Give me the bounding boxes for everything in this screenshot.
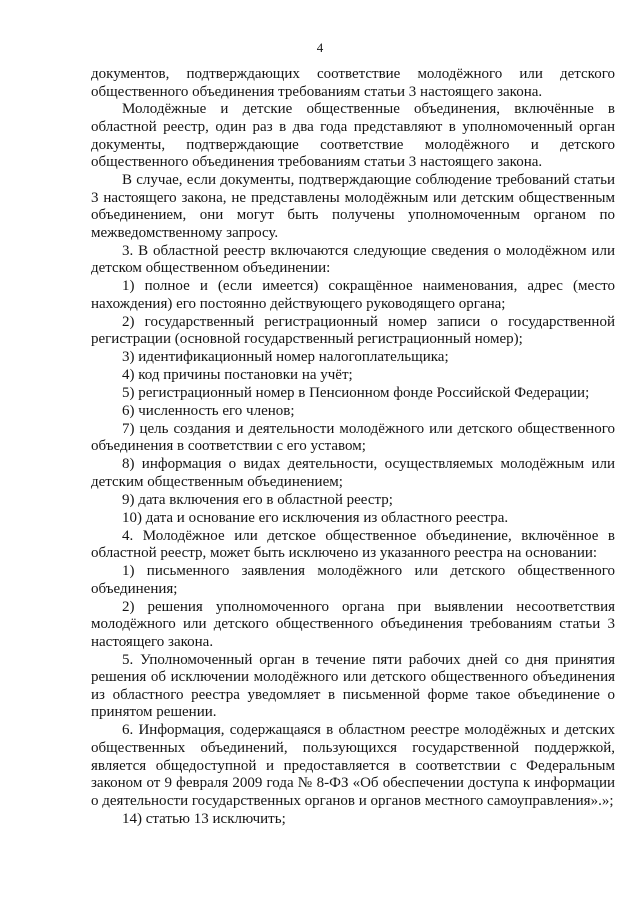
amendment-item-14: 14) статью 13 исключить; (122, 810, 286, 827)
list-item: 2) решения уполномоченного органа при выявлении несоответствия молодёжного или детского общественного объединения требованиям статьи 3 настоящего закона. (91, 598, 615, 650)
paragraph: Молодёжные и детские общественные объединения, включённые в областной реестр, один раз в два года представляют в уполномоченный орган документы, подтверждающие соответствие молодёжного и детского общественного объединения требованиям статьи 3 настоящего закона. (91, 101, 615, 171)
list-item: 4) код причины постановки на учёт; (122, 367, 353, 384)
list-item: 1) полное и (если имеется) сокращённое наименования, адрес (место нахождения) его постоянно действующего руководящего органа; (91, 278, 615, 312)
clause-6: 6. Информация, содержащаяся в областном реестре молодёжных и детских общественных объединений, пользующихся государственной поддержкой, является общедоступной и предоставляется в соответствии с Федеральным законом от 9 февраля 2009 года № 8-ФЗ «Об обеспечении доступа к информации о деятельности государственных органов и органов местного самоуправления».»; (91, 722, 615, 809)
page-number: 4 (316, 40, 324, 55)
clause-4-heading: 4. Молодёжное или детское общественное объединение, включённое в областной реестр, может быть исключено из указанного реестра на основании: (91, 527, 615, 562)
list-item: 8) информация о видах деятельности, осуществляемых молодёжным или детским общественным объединением; (91, 456, 615, 490)
list-item: 1) письменного заявления молодёжного или детского общественного объединения; (91, 563, 615, 597)
list-item: 10) дата и основание его исключения из областного реестра. (122, 509, 509, 526)
document-body (91, 66, 615, 828)
list-item: 5) регистрационный номер в Пенсионном фонде Российской Федерации; (122, 385, 590, 402)
list-item: 6) численность его членов; (122, 402, 295, 419)
list-item: 9) дата включения его в областной реестр; (122, 491, 393, 508)
clause-5: 5. Уполномоченный орган в течение пяти рабочих дней со дня принятия решения об исключении молодёжного или детского общественного объединения из областного реестра уведомляет в письменной форме такое объединение о принятом решении. (91, 651, 615, 721)
list-item: 2) государственный регистрационный номер записи о государственной регистрации (основной государственный регистрационный номер); (91, 313, 615, 348)
paragraph-continuation: документов, подтверждающих соответствие молодёжного или детского общественного объединения требованиям статьи 3 настоящего закона. (91, 66, 615, 100)
clause-3-heading: 3. В областной реестр включаются следующие сведения о молодёжном или детском общественном объединении: (91, 242, 615, 277)
list-item: 7) цель создания и деятельности молодёжного или детского общественного объединения в соответствии с его уставом; (91, 420, 615, 455)
paragraph: В случае, если документы, подтверждающие соблюдение требований статьи 3 настоящего закона, не представлены молодёжным или детским общественным объединением, они могут быть получены уполномоченным органом по межведомственному запросу. (91, 172, 615, 241)
list-item: 3) идентификационный номер налогоплательщика; (122, 349, 449, 366)
